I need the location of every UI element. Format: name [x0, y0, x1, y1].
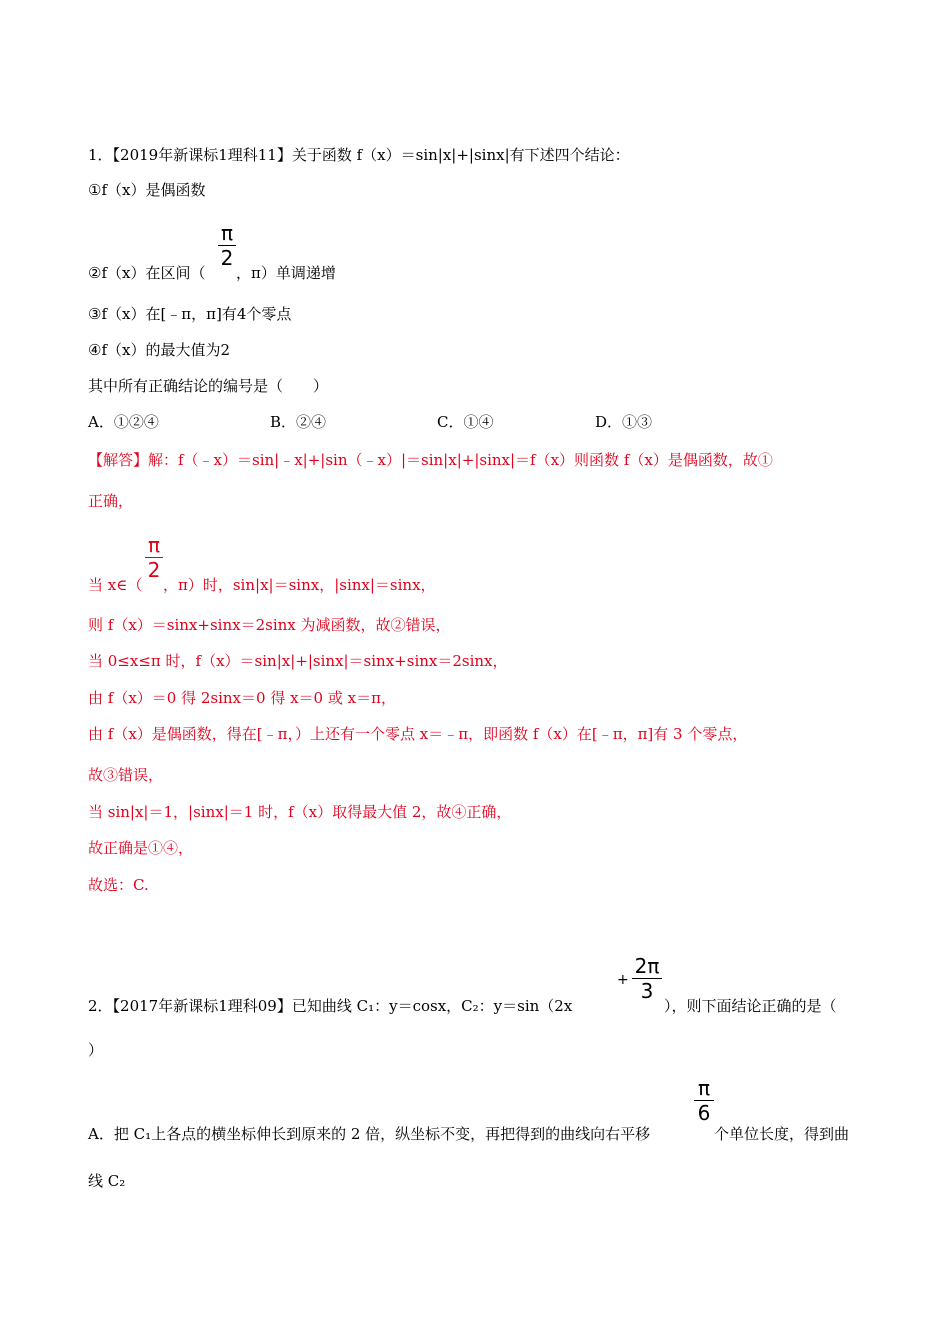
q2-plus-sign: +	[617, 972, 629, 988]
q1-question: 其中所有正确结论的编号是（ ）	[88, 377, 329, 395]
q2-stem-line-2: ）	[88, 1041, 104, 1059]
q1-option-c: C．①④	[437, 413, 494, 431]
q1-statement-3: ③f（x）在[﹣π，π]有4个零点	[88, 305, 292, 323]
answer-line-5: 当 0≤x≤π 时，f（x）＝sin|x|+|sinx|＝sinx+sinx＝2sinx，	[88, 652, 508, 670]
q1-stem: 1．【2019年新课标1理科11】关于函数 f（x）＝sin|x|+|sinx|有下述四个结论：	[88, 146, 630, 164]
answer-line-3-pre: 当 x∈（	[88, 576, 143, 594]
q1-statement-4: ④f（x）的最大值为2	[88, 341, 231, 359]
fraction-denominator: 2	[147, 558, 161, 582]
q1-option-d: D．①③	[595, 413, 653, 431]
answer-fraction	[145, 534, 163, 581]
q1-statement-2-post: ，π）单调递增	[236, 264, 336, 282]
q1-statement-2-pre: ②f（x）在区间（	[88, 264, 206, 282]
fraction-denominator: 2	[220, 246, 234, 270]
q2-stem-fraction	[632, 955, 662, 1002]
answer-line-9: 当 sin|x|＝1，|sinx|＝1 时，f（x）取得最大值 2，故④正确，	[88, 803, 512, 821]
answer-line-11: 故选：C.	[88, 876, 149, 894]
q2-stem-post: ），则下面结论正确的是（	[664, 997, 837, 1015]
answer-line-7: 由 f（x）是偶函数，得在[﹣π，）上还有一个零点 x＝﹣π，即函数 f（x）在[﹣π，π]有 3 个零点，	[88, 725, 748, 743]
fraction-denominator: 6	[697, 1101, 711, 1125]
fraction-numerator: π	[147, 533, 161, 557]
answer-line-4: 则 f（x）＝sinx+sinx＝2sinx 为减函数，故②错误，	[88, 616, 451, 634]
answer-line-8: 故③错误，	[88, 766, 164, 784]
q2-option-a-post: 个单位长度，得到曲	[714, 1125, 850, 1143]
q2-stem-pre: 2．【2017年新课标1理科09】已知曲线 C₁：y＝cosx，C₂：y＝sin（2x	[88, 997, 573, 1015]
q2-option-a-fraction	[694, 1077, 714, 1124]
answer-line-6: 由 f（x）＝0 得 2sinx＝0 得 x＝0 或 x＝π，	[88, 689, 396, 707]
fraction-numerator: 2π	[634, 954, 660, 978]
q1-s2-fraction	[218, 222, 236, 269]
q2-option-a-pre: A．把 C₁上各点的横坐标伸长到原来的 2 倍，纵坐标不变，再把得到的曲线向右平移	[88, 1125, 651, 1143]
q1-statement-1: ①f（x）是偶函数	[88, 181, 206, 199]
answer-line-1: 【解答】解：f（﹣x）＝sin|﹣x|+|sin（﹣x）|＝sin|x|+|sinx|＝f（x）则函数 f（x）是偶函数，故①	[88, 451, 773, 469]
answer-line-2: 正确，	[88, 492, 134, 510]
q2-option-a-line-2: 线 C₂	[88, 1172, 126, 1190]
fraction-denominator: 3	[640, 979, 654, 1003]
q1-option-b: B．②④	[270, 413, 327, 431]
q1-option-a: A．①②④	[88, 413, 159, 431]
fraction-numerator: π	[220, 221, 234, 245]
answer-line-10: 故正确是①④，	[88, 839, 194, 857]
answer-line-3-post: ，π）时，sin|x|＝sinx，|sinx|＝sinx，	[163, 576, 436, 594]
fraction-numerator: π	[697, 1076, 711, 1100]
